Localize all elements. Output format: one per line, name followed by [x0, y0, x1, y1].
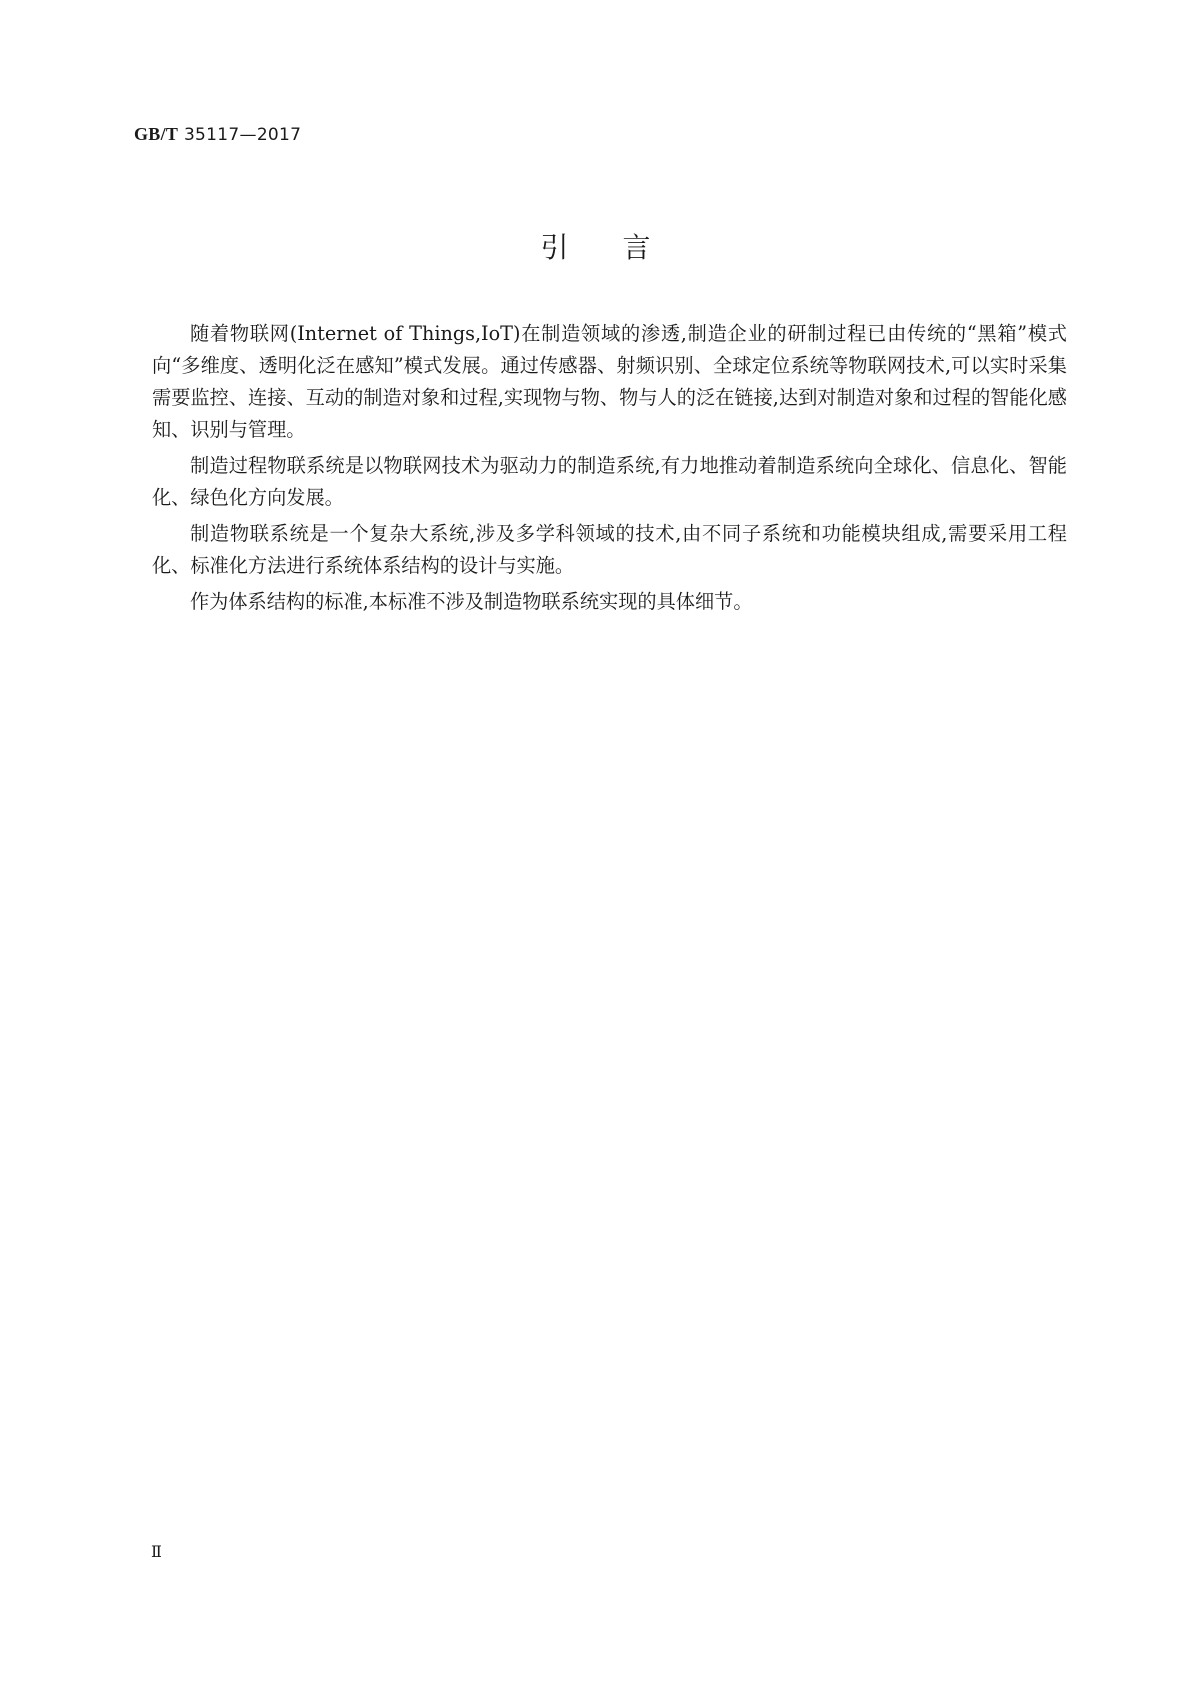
paragraph: 随着物联网(Internet of Things,IoT)在制造领域的渗透,制造企业的研制过程已由传统的“黑箱”模式向“多维度、透明化泛在感知”模式发展。通过传感器、射频识别、全球定位系统等物联网技术,可以实时采集需要监控、连接、互动的制造对象和过程,实现物与物、物与人的泛在链接,达到对制造对象和过程的智能化感知、识别与管理。 [152, 322, 1067, 441]
introduction-body [152, 318, 1067, 622]
standard-number: 35117—2017 [183, 125, 302, 145]
standard-code: GB/T [134, 124, 179, 144]
standard-number-header [134, 124, 301, 145]
section-title: 引言 [540, 231, 705, 264]
paragraph: 作为体系结构的标准,本标准不涉及制造物联系统实现的具体细节。 [190, 590, 753, 613]
page-number: Ⅱ [151, 1544, 162, 1561]
paragraph: 制造物联系统是一个复杂大系统,涉及多学科领域的技术,由不同子系统和功能模块组成,需要采用工程化、标准化方法进行系统体系结构的设计与实施。 [152, 522, 1067, 577]
paragraph: 制造过程物联系统是以物联网技术为驱动力的制造系统,有力地推动着制造系统向全球化、信息化、智能化、绿色化方向发展。 [152, 454, 1067, 509]
